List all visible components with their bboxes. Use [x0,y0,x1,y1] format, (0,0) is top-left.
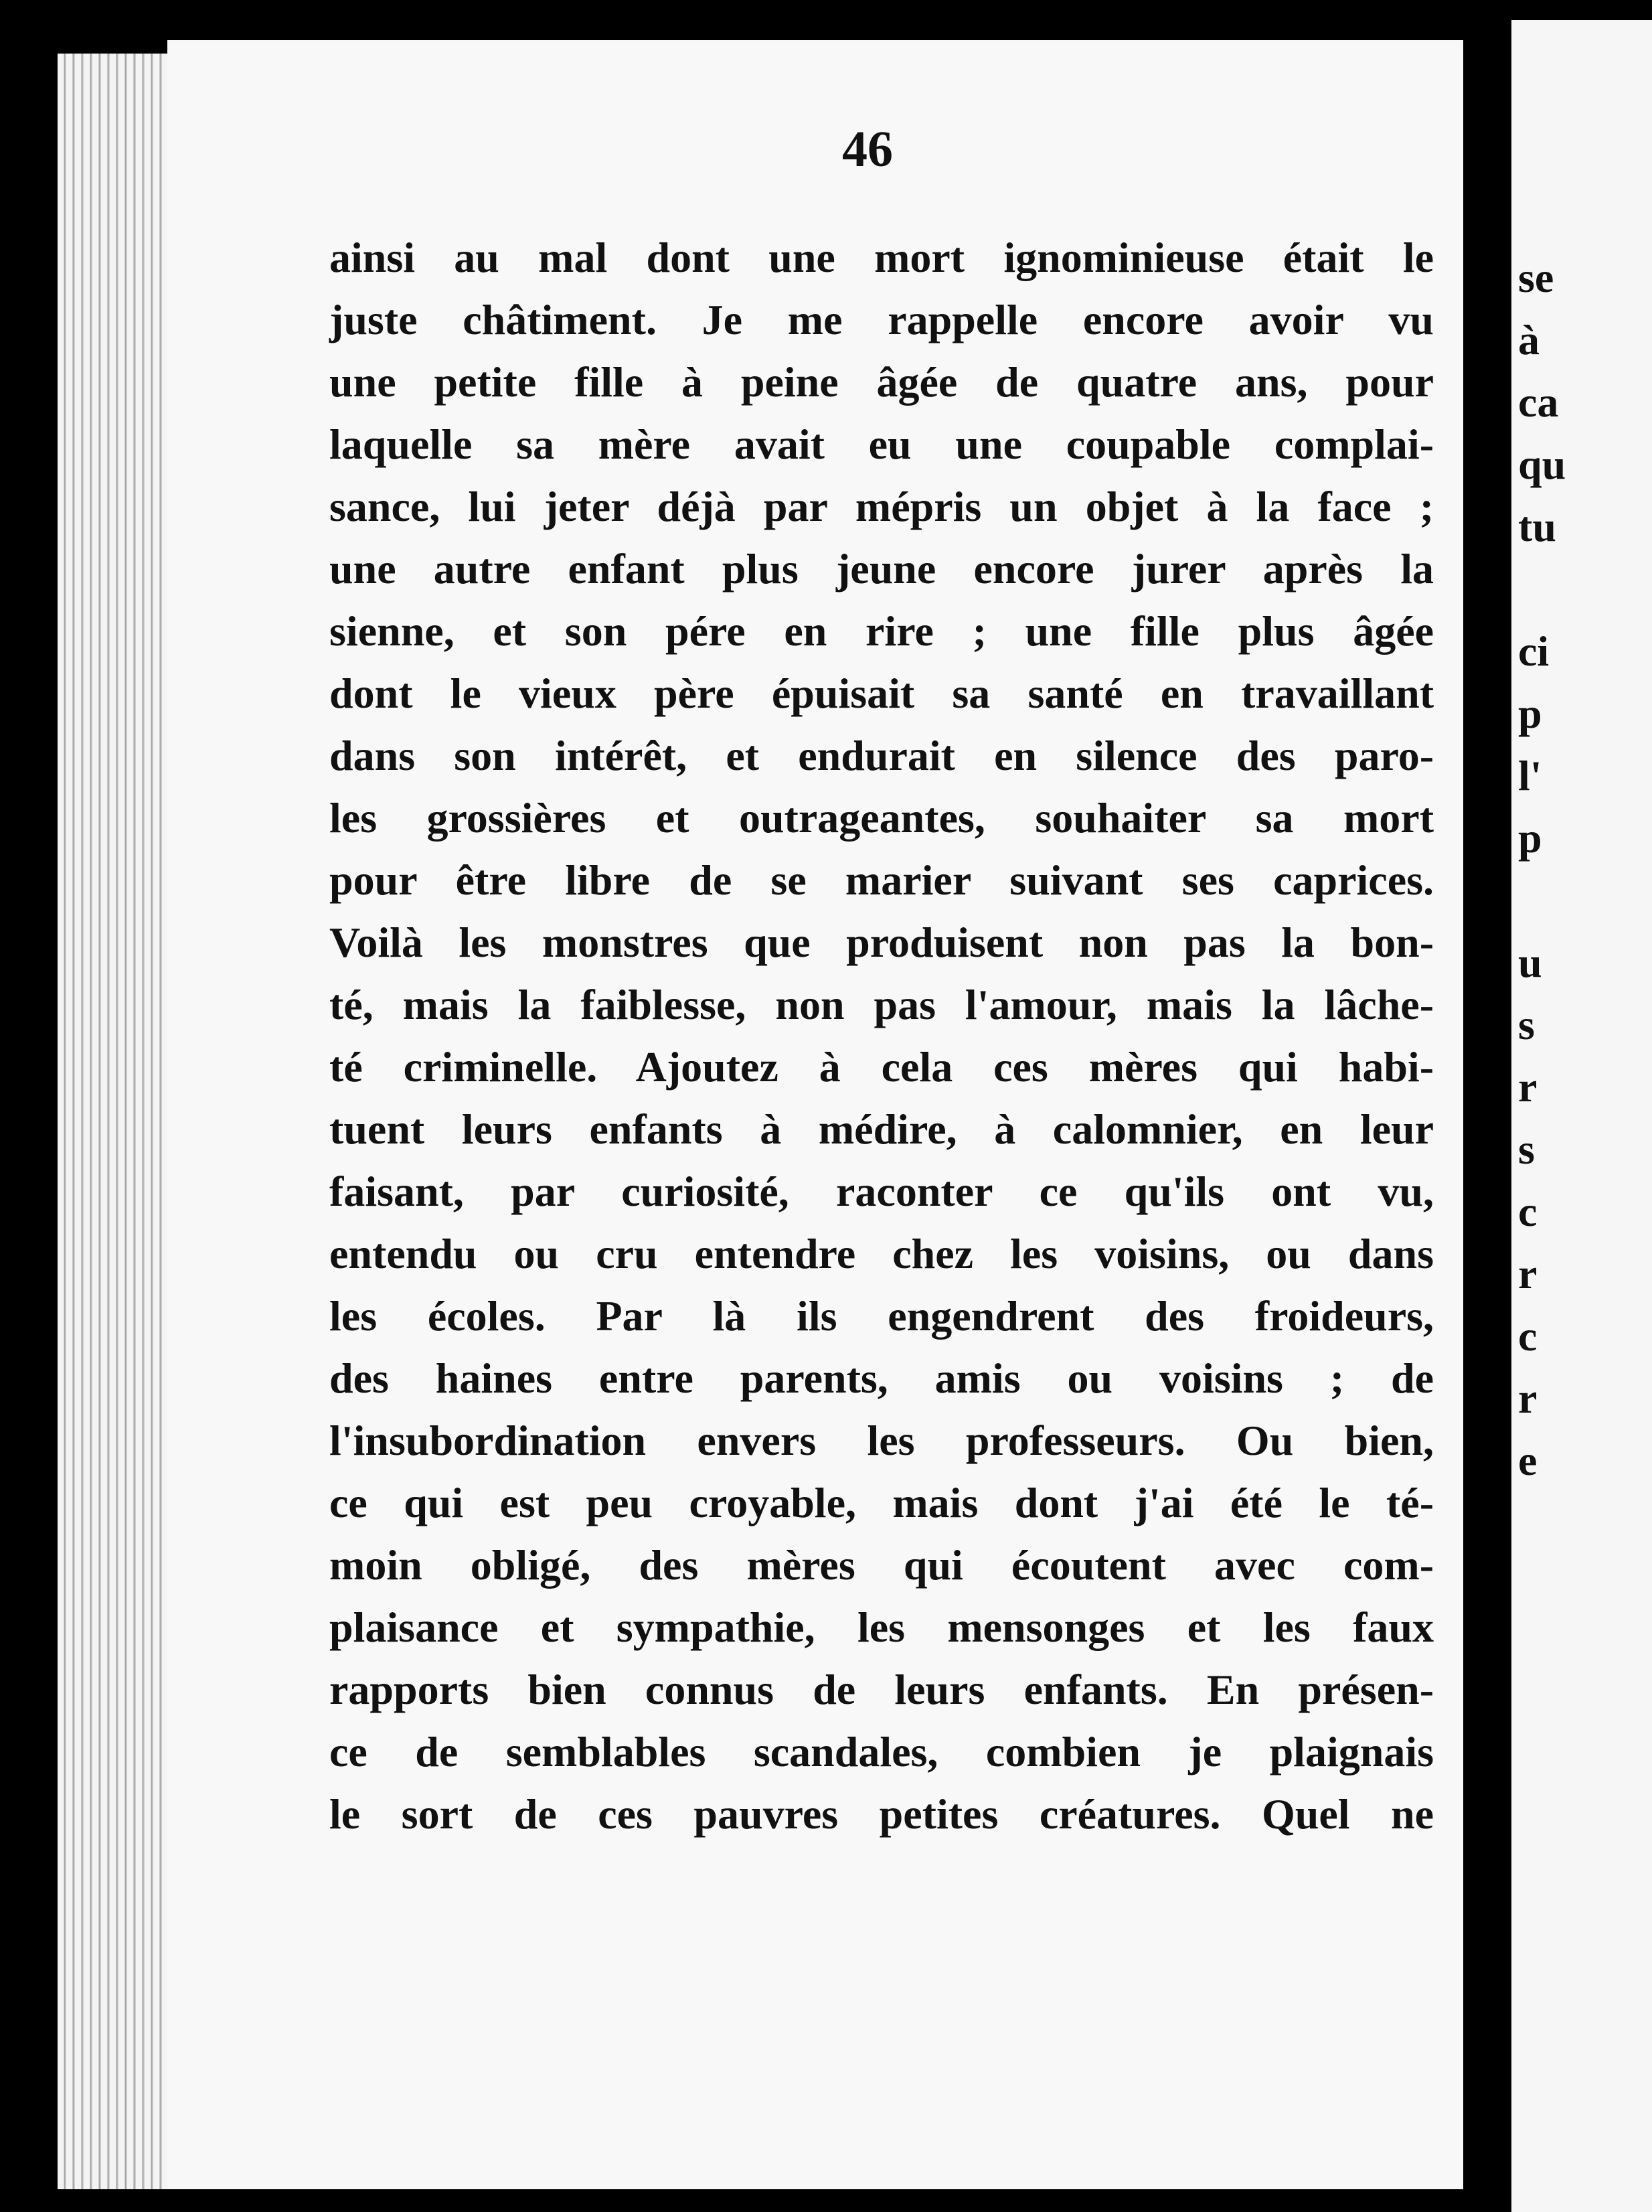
facing-page-fragment [1518,869,1566,931]
text-line: des haines entre parents, amis ou voisins ; de [329,1354,1434,1402]
text-line: faisant, par curiosité, raconter ce qu'ils ont vu, [329,1168,1434,1215]
text-line: une autre enfant plus jeune encore jurer après la [329,545,1434,592]
text-line: sienne, et son pére en rire ; une fille plus âgée [329,607,1434,655]
facing-page-fragment: s [1518,1001,1535,1048]
facing-page-fragment: qu [1518,441,1566,488]
text-line: dont le vieux père épuisait sa santé en travaillant [329,669,1434,717]
text-line: sance, lui jeter déjà par mépris un objet à la face ; [329,483,1434,530]
text-line: les écoles. Par là ils engendrent des froideurs, [329,1292,1434,1340]
right-page [1511,20,1652,2212]
text-line: ainsi au mal dont une mort ignominieuse était le [329,234,1434,281]
text-line: une petite fille à peine âgée de quatre ans, pour [329,358,1434,406]
text-line: rapports bien connus de leurs enfants. En présen- [329,1666,1434,1713]
book-page-edges [58,54,171,2189]
text-line: ce qui est peu croyable, mais dont j'ai été le té- [329,1479,1434,1526]
facing-page-text [1518,246,1566,1492]
facing-page-fragment: ci [1518,627,1550,675]
page-number: 46 [842,121,893,177]
facing-page-fragment: p [1518,814,1542,862]
facing-page-fragment: e [1518,1437,1538,1484]
body-text [329,226,1434,1845]
facing-page-fragment: r [1518,1063,1538,1111]
text-line: juste châtiment. Je me rappelle encore avoir vu [329,296,1434,343]
facing-page-fragment: c [1518,1312,1538,1360]
text-line: té criminelle. Ajoutez à cela ces mères qui habi- [329,1043,1434,1091]
text-line: laquelle sa mère avait eu une coupable complai- [329,420,1434,468]
facing-page-fragment: tu [1518,503,1556,550]
facing-page-fragment: l' [1518,752,1542,799]
text-line: plaisance et sympathie, les mensonges et les faux [329,1603,1434,1651]
text-line: le sort de ces pauvres petites créatures. Quel ne [329,1790,1434,1838]
facing-page-fragment: ca [1518,378,1559,426]
facing-page-fragment: à [1518,316,1540,364]
text-line: ce de semblables scandales, combien je plaignais [329,1728,1434,1775]
facing-page-fragment: p [1518,690,1542,737]
text-line: entendu ou cru entendre chez les voisins, ou dans [329,1230,1434,1277]
facing-page-fragment: s [1518,1125,1535,1173]
text-line: moin obligé, des mères qui écoutent avec com- [329,1541,1434,1589]
facing-page-fragment: r [1518,1250,1538,1297]
book-gutter [1463,20,1511,2203]
text-line: té, mais la faiblesse, non pas l'amour, mais la lâche- [329,981,1434,1028]
text-line: pour être libre de se marier suivant ses caprices. [329,856,1434,904]
facing-page-fragment [1518,558,1566,620]
text-line: tuent leurs enfants à médire, à calomnier, en leur [329,1105,1434,1153]
facing-page-fragment: c [1518,1188,1538,1235]
text-line: Voilà les monstres que produisent non pas la bon- [329,919,1434,966]
text-line: dans son intérêt, et endurait en silence des paro- [329,732,1434,779]
facing-page-fragment: r [1518,1374,1538,1422]
text-line: l'insubordination envers les professeurs. Ou bien, [329,1417,1434,1464]
text-line: les grossières et outrageantes, souhaiter sa mort [329,794,1434,842]
facing-page-fragment: se [1518,254,1554,301]
facing-page-fragment: u [1518,939,1542,986]
